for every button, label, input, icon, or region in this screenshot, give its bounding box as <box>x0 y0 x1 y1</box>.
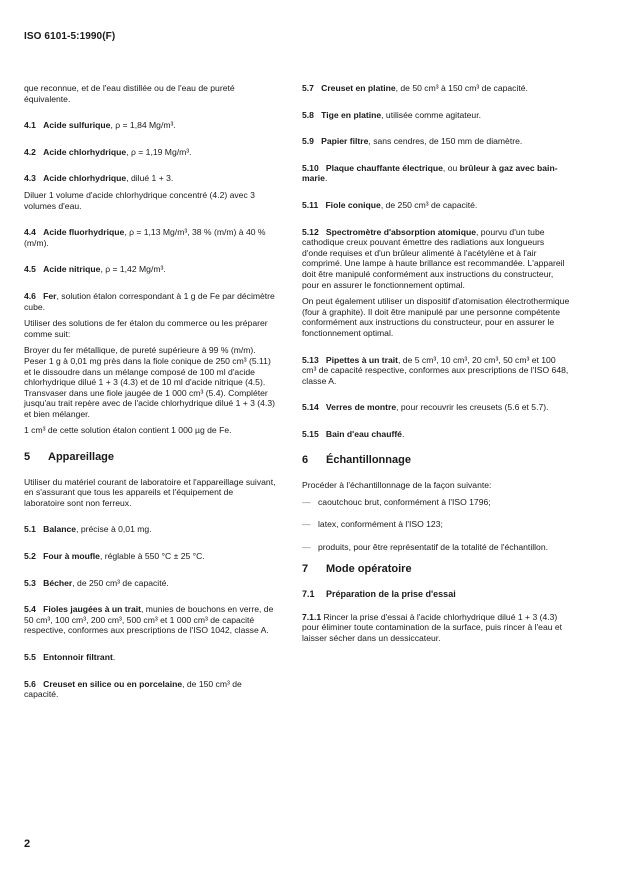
clause-text: , de 50 cm³ à 150 cm³ de capacité. <box>395 83 528 93</box>
clause-number: 5.3 <box>24 577 36 588</box>
clause-title: Verres de montre <box>325 402 397 413</box>
clause-4-6-procedure: Broyer du fer métallique, de pureté supérieure à 99 % (m/m). Peser 1 g à 0,01 mg près dans la fiole conique de 250 cm³ (5.11) et le dissoudre dans un mélange composé de 100 ml d'acide chlorhydrique dilué 1 + 3 (4.3) et de 10 ml d'acide nitrique (4.5). Transvaser dans une fiole jaugée de 1 000 cm³ (5.4). Compléter jusqu'au trait repère avec de l'acide chlorhydrique dilué 1 + 3 (4.3) et bien mélanger. <box>24 345 275 419</box>
clause-number: 5.11 <box>302 199 319 210</box>
clause-text: , ρ = 1,13 Mg/m³, 38 % (m/m) à 40 % (m/m). <box>24 227 266 248</box>
clause-title: Fer <box>43 290 57 301</box>
clause-5-5 <box>24 652 276 663</box>
clause-text: , de 5 cm³, 10 cm³, 20 cm³, 50 cm³ et 100 cm³ de capacité respective, conformes aux prescriptions de l'ISO 648, classe A. <box>302 354 569 386</box>
clause-number: 5.10 <box>302 162 319 173</box>
section-number: 6 <box>302 454 309 467</box>
clause-text: . <box>112 652 116 662</box>
section-5-heading <box>24 452 276 463</box>
clause-title: Acide fluorhydrique <box>43 227 125 238</box>
clause-number: 5.1 <box>24 524 36 535</box>
clause-4-6 <box>24 291 276 312</box>
clause-number: 4.4 <box>24 227 36 238</box>
clause-5-8 <box>302 110 572 121</box>
clause-5-6 <box>24 679 276 700</box>
subsection-title: Préparation de la prise d'essai <box>326 589 456 600</box>
clause-5-10 <box>302 163 572 184</box>
clause-number: 5.2 <box>24 551 36 562</box>
clause-number: 4.3 <box>24 173 36 184</box>
clause-title: Creuset en silice ou en porcelaine <box>43 678 183 689</box>
clause-text: , réglable à 550 °C ± 25 °C. <box>99 551 205 562</box>
clause-title: Acide chlorhydrique <box>43 146 127 157</box>
clause-5-2 <box>24 551 276 562</box>
section-6-heading <box>302 455 572 466</box>
continued-paragraph: que reconnue, et de l'eau distillée ou de l'eau de pureté équivalente. <box>24 83 235 104</box>
clause-title: Papier filtre <box>321 136 369 147</box>
clause-5-1 <box>24 524 276 535</box>
clause-number: 5.5 <box>24 652 36 662</box>
clause-text: , ρ = 1,42 Mg/m³. <box>100 264 166 275</box>
clause-number: 5.13 <box>302 354 319 365</box>
section-7-heading <box>302 564 572 575</box>
clause-number: 4.1 <box>24 120 36 131</box>
clause-text: , de 250 cm³ de capacité. <box>380 199 478 210</box>
clause-5-12-body: On peut également utiliser un dispositif d'atomisation électrothermique (four à graphite). Il doit être manipulé par une personne compétente conformément aux instructions du constructeur, pour en assurer le fonctionnement optimal. <box>302 296 570 338</box>
clause-5-13 <box>302 355 572 387</box>
clause-number: 4.6 <box>24 290 36 301</box>
sampling-list <box>302 497 572 553</box>
clause-title: Acide sulfurique <box>43 120 111 131</box>
clause-title: Plaque chauffante électrique <box>325 162 443 173</box>
clause-4-1 <box>24 120 276 131</box>
clause-title: Pipettes à un trait <box>325 354 399 365</box>
right-column <box>302 83 572 659</box>
clause-text: , solution étalon correspondant à 1 g de Fe par décimètre cube. <box>24 290 275 312</box>
clause-4-6-intro: Utiliser des solutions de fer étalon du commerce ou les préparer comme suit: <box>24 318 268 339</box>
clause-number: 4.5 <box>24 264 36 275</box>
clause-5-11 <box>302 200 572 211</box>
clause-text: , dilué 1 + 3. <box>126 173 174 184</box>
page-number: 2 <box>24 838 31 850</box>
clause-text-2: . <box>324 173 328 184</box>
clause-text: Rincer la prise d'essai à l'acide chlorhydrique dilué 1 + 3 (4.3) pour éliminer toute contamination de la surface, puis rincer à l'eau et laisser sécher dans un dessiccateur. <box>302 611 563 643</box>
clause-title: Tige en platine <box>321 109 382 120</box>
clause-title: Creuset en platine <box>321 83 396 93</box>
clause-5-7 <box>302 83 572 94</box>
clause-title-2: brûleur à gaz avec bain-marie <box>302 162 558 184</box>
subsection-number: 7.1 <box>302 589 315 600</box>
document-header: ISO 6101-5:1990(F) <box>24 31 116 42</box>
clause-number: 5.4 <box>24 604 36 615</box>
list-item: — caoutchouc brut, conformément à l'ISO 1796; <box>302 497 572 508</box>
section-title: Échantillonnage <box>326 454 411 467</box>
clause-number: 5.15 <box>302 428 319 439</box>
section-title: Appareillage <box>48 451 115 464</box>
clause-5-4 <box>24 604 276 636</box>
clause-number: 5.9 <box>302 136 314 147</box>
clause-title: Fioles jaugées à un trait <box>43 604 142 615</box>
clause-text: , ρ = 1,84 Mg/m³. <box>110 120 176 131</box>
clause-text: , ou <box>442 162 460 173</box>
list-item: — latex, conformément à l'ISO 123; <box>302 519 572 530</box>
clause-title: Fiole conique <box>325 199 381 210</box>
clause-5-15 <box>302 429 572 440</box>
clause-number: 4.2 <box>24 146 36 157</box>
clause-title: Entonnoir filtrant <box>43 652 113 662</box>
clause-number: 5.6 <box>24 678 36 689</box>
clause-5-3 <box>24 578 276 589</box>
clause-4-3-body: Diluer 1 volume d'acide chlorhydrique concentré (4.2) avec 3 volumes d'eau. <box>24 189 255 211</box>
clause-4-6-note: 1 cm³ de cette solution étalon contient 1 000 µg de Fe. <box>24 425 232 436</box>
clause-text: , ρ = 1,19 Mg/m³. <box>126 146 192 157</box>
clause-number: 5.7 <box>302 83 314 93</box>
clause-title: Balance <box>43 524 77 535</box>
clause-text: , utilisée comme agitateur. <box>381 109 481 120</box>
list-item: — produits, pour être représentatif de la totalité de l'échantillon. <box>302 542 572 553</box>
section-6-intro: Procéder à l'échantillonnage de la façon suivante: <box>302 480 492 491</box>
clause-4-3 <box>24 173 276 184</box>
clause-number: 7.1.1 <box>302 611 322 622</box>
clause-title: Acide chlorhydrique <box>43 173 127 184</box>
clause-7-1-1 <box>302 612 572 644</box>
clause-number: 5.12 <box>302 226 319 237</box>
clause-title: Bécher <box>43 577 73 588</box>
clause-title: Four à moufle <box>43 551 100 562</box>
clause-number: 5.8 <box>302 109 314 120</box>
clause-title: Bain d'eau chauffé <box>325 428 402 439</box>
clause-5-9 <box>302 136 572 147</box>
clause-4-4 <box>24 227 276 248</box>
clause-title: Spectromètre d'absorption atomique <box>325 226 476 237</box>
section-5-intro: Utiliser du matériel courant de laboratoire et l'appareillage suivant, en s'assurant que tous les appareils et l'équipement de laboratoire sont non ferreux. <box>24 476 276 508</box>
clause-5-12 <box>302 227 572 291</box>
clause-text: . <box>401 428 405 439</box>
clause-text: , munies de bouchons en verre, de 50 cm³, 100 cm³, 200 cm³, 500 cm³ et 1 000 cm³ de capacité respective, conformes aux prescriptions de l'ISO 1042, classe A. <box>24 604 274 636</box>
clause-text: , sans cendres, de 150 mm de diamètre. <box>368 136 523 147</box>
clause-number: 5.14 <box>302 402 319 413</box>
clause-text: , pourvu d'un tube cathodique creux pouvant émettre des radiations aux longueurs d'onde requises et d'un brûleur alimenté à l'acétylène et à l'air comprimé. Une lampe à haute brillance est recommandée. L'appareil doit être manipulé conformément aux instructions du constructeur, pour en assurer le fonctionnement optimal. <box>302 226 565 290</box>
clause-title: Acide nitrique <box>43 264 101 275</box>
section-number: 7 <box>302 563 309 576</box>
clause-text: , de 150 cm³ de capacité. <box>24 678 242 700</box>
left-column <box>24 83 276 716</box>
clause-text: , pour recouvrir les creusets (5.6 et 5.7). <box>396 402 549 413</box>
section-title: Mode opératoire <box>326 563 412 576</box>
subsection-7-1-heading <box>302 589 572 600</box>
clause-text: , de 250 cm³ de capacité. <box>72 577 169 588</box>
clause-text: , précise à 0,01 mg. <box>76 524 152 535</box>
clause-4-5 <box>24 264 276 275</box>
clause-4-2 <box>24 147 276 158</box>
section-number: 5 <box>24 451 31 464</box>
clause-5-14 <box>302 402 572 413</box>
